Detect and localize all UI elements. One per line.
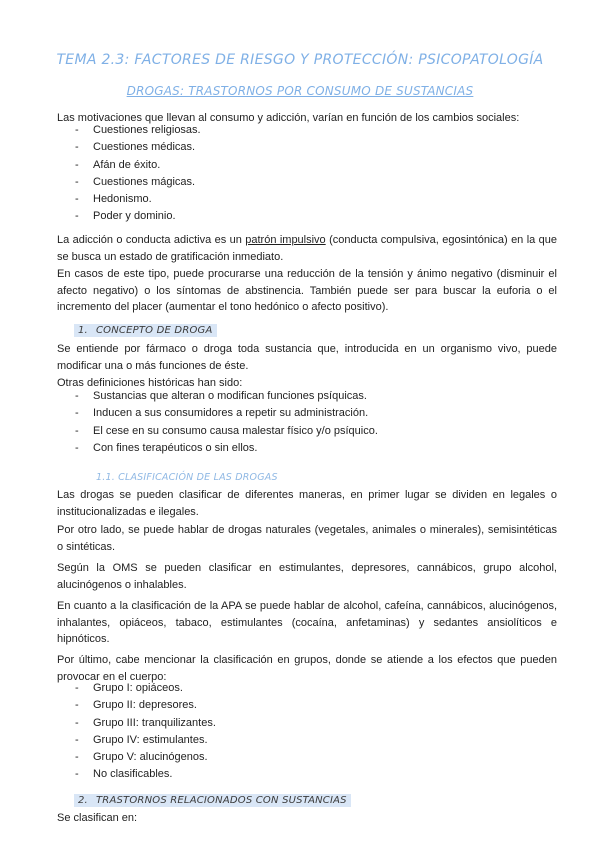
list-item: - Hedonismo. <box>75 191 201 208</box>
list-item: - Afán de éxito. <box>75 157 201 174</box>
list-item: - Cuestiones mágicas. <box>75 174 201 191</box>
list-item: - No clasificables. <box>75 766 216 783</box>
paragraph-tension: En casos de este tipo, puede procurarse una reducción de la tensión y ánimo negativo (disminuir el afecto negativo) o los síntomas de abstinencia. También puede ser para buscar la euforia o el incremento del placer (aumentar el tono hedónico o afecto positivo). <box>57 268 557 313</box>
list-item: - Cuestiones religiosas. <box>75 122 201 139</box>
subsection-heading-classification: 1.1. CLASIFICACIÓN DE LAS DROGAS <box>96 472 278 483</box>
list-item: - Grupo II: depresores. <box>75 697 216 714</box>
list-item: - Cuestiones médicas. <box>75 139 201 156</box>
paragraph-apa: En cuanto a la clasificación de la APA se puede hablar de alcohol, cafeína, cannábicos, alucinógenos, inhalantes, opiáceos, tabaco, estimulantes (cocaína, anfetaminas) y sedantes ansiolíticos e hipnóticos. <box>57 600 557 645</box>
page-title: TEMA 2.3: FACTORES DE RIESGO Y PROTECCIÓN: PSICOPATOLOGÍA <box>56 52 544 68</box>
paragraph-addiction: La adicción o conducta adictiva es un patrón impulsivo (conducta compulsiva, egosintónica) en la que se busca un estado de gratificación inmediato. <box>57 234 557 263</box>
list-item: - Poder y dominio. <box>75 208 201 225</box>
definitions-list <box>75 388 378 457</box>
list-item: - Grupo I: opiáceos. <box>75 680 216 697</box>
paragraph-motivations: Las motivaciones que llevan al consumo y adicción, varían en función de los cambios sociales: <box>57 112 520 124</box>
list-item: - Grupo V: alucinógenos. <box>75 749 216 766</box>
paragraph-definition: Se entiende por fármaco o droga toda sustancia que, introducida en un organismo vivo, puede modificar una o más funciones de éste. <box>57 343 557 372</box>
list-item: - El cese en su consumo causa malestar físico y/o psíquico. <box>75 423 378 440</box>
subtitle-text: DROGAS: TRASTORNOS POR CONSUMO DE SUSTANCIAS <box>126 84 474 98</box>
page-subtitle <box>0 82 600 100</box>
paragraph-legal: Las drogas se pueden clasificar de diferentes maneras, en primer lugar se dividen en legales o institucionalizadas e ilegales. <box>57 489 557 518</box>
list-item: - Grupo IV: estimulantes. <box>75 732 216 749</box>
paragraph-historic-definitions: Otras definiciones históricas han sido: <box>57 377 243 389</box>
paragraph-natural: Por otro lado, se puede hablar de drogas naturales (vegetales, animales o minerales), semisintéticas o sintéticas. <box>57 524 557 553</box>
section-heading-concept: 1. CONCEPTO DE DROGA <box>74 324 217 337</box>
motivations-list <box>75 122 201 226</box>
section-heading-disorders: 2. TRASTORNOS RELACIONADOS CON SUSTANCIAS <box>74 794 351 807</box>
underlined-term: patrón impulsivo <box>245 234 326 246</box>
paragraph-classified-in: Se clasifican en: <box>57 812 138 824</box>
list-item: - Inducen a sus consumidores a repetir su administración. <box>75 405 378 422</box>
paragraph-oms: Según la OMS se pueden clasificar en estimulantes, depresores, cannábicos, grupo alcohol, alucinógenos o inhalables. <box>57 562 557 591</box>
list-item: - Grupo III: tranquilizantes. <box>75 715 216 732</box>
list-item: - Con fines terapéuticos o sin ellos. <box>75 440 378 457</box>
list-item: - Sustancias que alteran o modifican funciones psíquicas. <box>75 388 378 405</box>
paragraph-groups: Por último, cabe mencionar la clasificación en grupos, donde se atiende a los efectos que pueden provocar en el cuerpo: <box>57 654 557 683</box>
groups-list <box>75 680 216 784</box>
